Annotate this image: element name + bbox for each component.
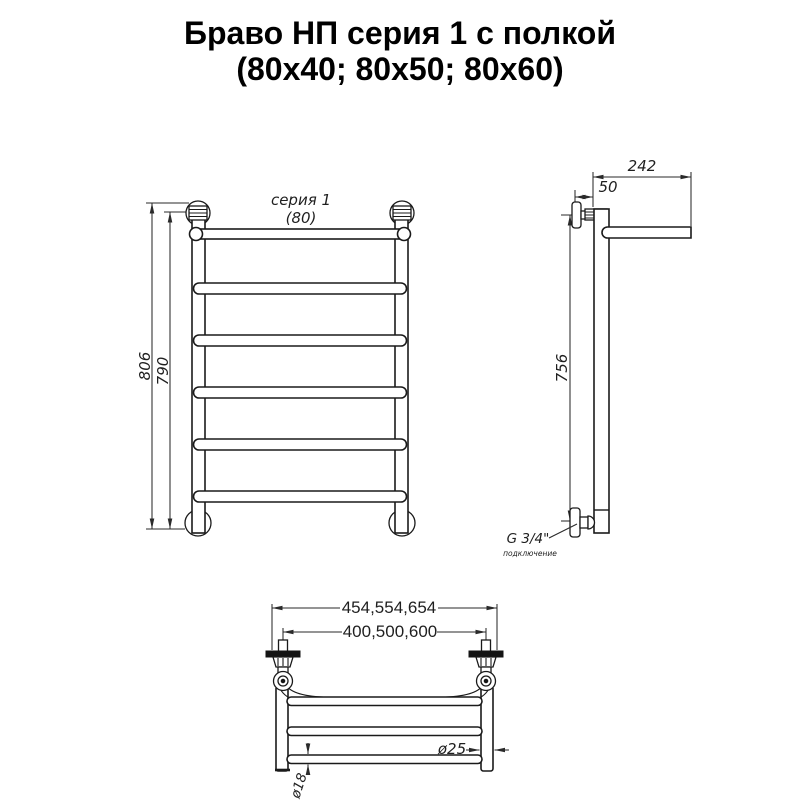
ladder-bar-3 [194, 387, 407, 398]
dim-width-outer: 454,554,654 [341, 598, 437, 617]
side-dim-offset [575, 178, 618, 204]
front-dimensions [136, 203, 189, 529]
dim-depth: 242 [627, 157, 657, 175]
shelf-bar-middle [287, 727, 482, 736]
side-post [594, 209, 609, 533]
thread-sublabel: подключение [503, 549, 557, 558]
bottom-bracket-left [266, 640, 300, 673]
series-label: серия 1 [270, 191, 332, 209]
ladder-bar-2 [194, 335, 407, 346]
title-block [184, 15, 616, 87]
title-line-1: Браво НП серия 1 с полкой [184, 15, 616, 51]
dim-mount-height: 756 [553, 353, 571, 383]
dim-bar-diameter: ø18 [287, 771, 311, 800]
bracket-pivot-right [477, 672, 496, 691]
shelf-front-bar [190, 228, 411, 241]
title-line-2: (80x40; 80x50; 80x60) [236, 51, 564, 87]
dim-width-inner: 400,500,600 [342, 622, 438, 641]
post-left [192, 214, 205, 533]
bottom-dim-inner [283, 622, 486, 649]
side-dim-height [553, 215, 585, 521]
front-view [136, 191, 415, 536]
bracket-pivot-left [274, 672, 293, 691]
shelf-bar-back [287, 697, 482, 706]
ladder-bar-1 [194, 283, 407, 294]
dim-offset: 50 [598, 178, 618, 196]
side-shelf-bar [602, 227, 691, 238]
fitting-top-left [189, 206, 207, 220]
bottom-view [266, 598, 509, 800]
dim-post-diameter: ø25 [437, 740, 467, 758]
dim-height-inner: 790 [154, 356, 172, 386]
shelf-rail-left [276, 686, 288, 771]
side-view [503, 157, 691, 558]
dim-height-outer: 806 [136, 351, 154, 381]
thread-label: G 3/4" [506, 531, 550, 547]
ladder-bar-4 [194, 439, 407, 450]
shelf-rail-right [481, 686, 493, 771]
post-right [395, 214, 408, 533]
bottom-bracket-right [469, 640, 503, 673]
side-bottom-bracket [570, 508, 595, 537]
ladder-bar-5 [194, 491, 407, 502]
width-label: (80) [285, 209, 317, 227]
connection-callout [503, 524, 577, 558]
bar-diameter-callout [287, 743, 310, 800]
fitting-top-right [393, 206, 411, 220]
